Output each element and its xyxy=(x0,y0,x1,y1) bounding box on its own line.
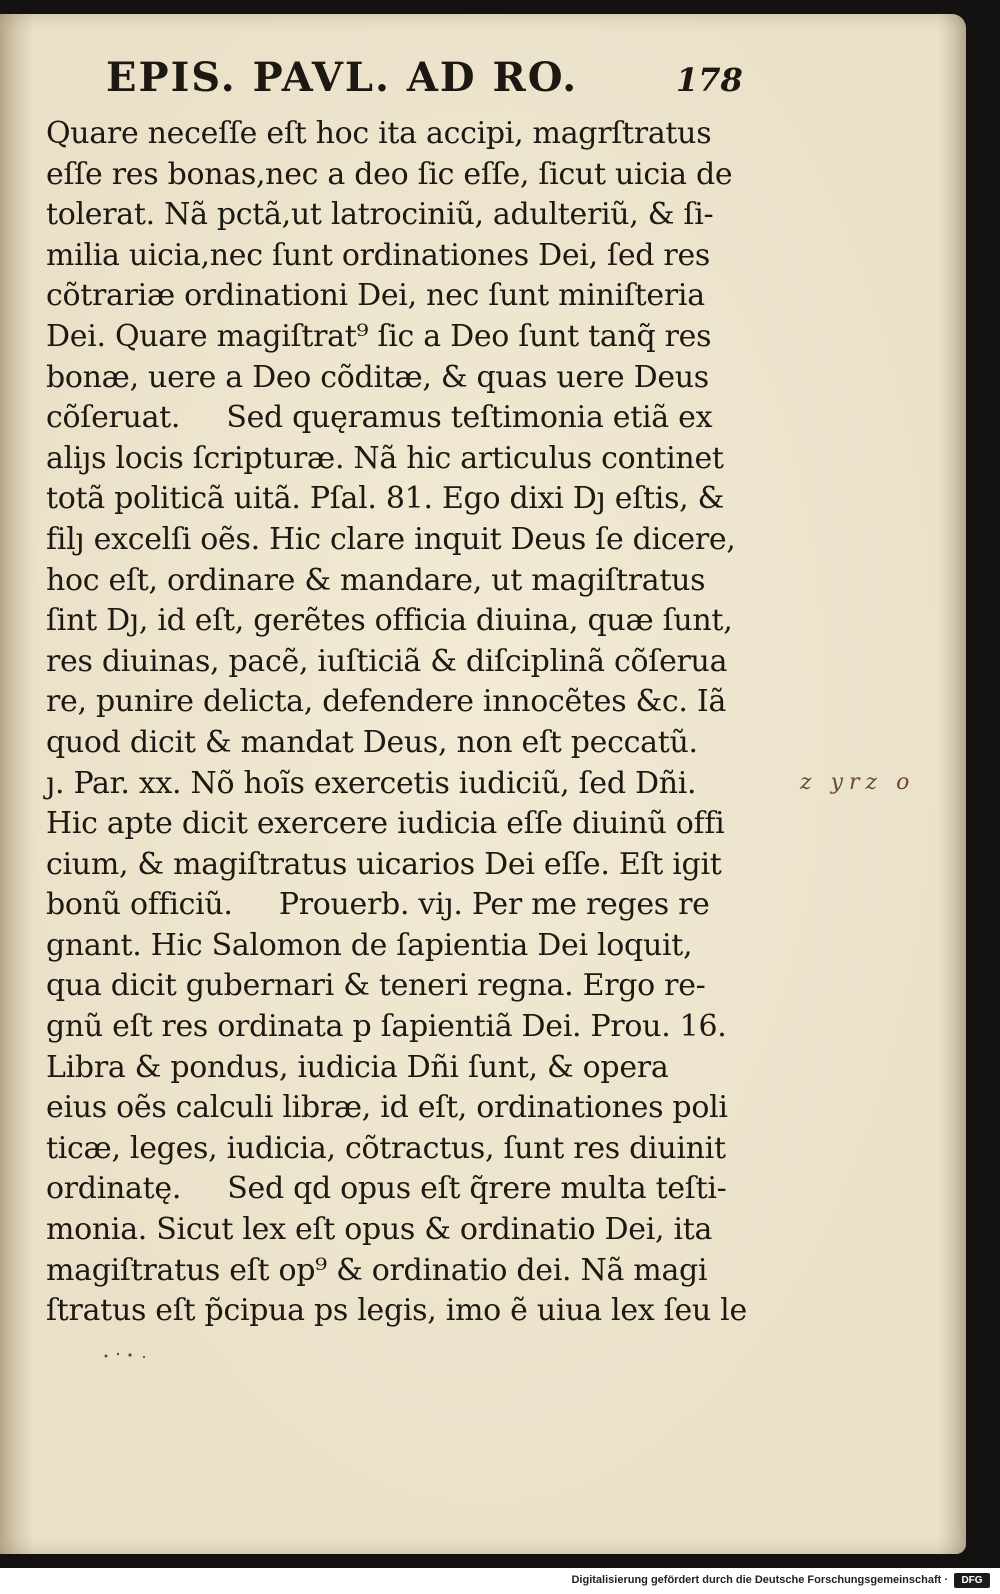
text-line-9: aliȷs locis ſcripturæ. Nã hic articulus continet xyxy=(46,440,724,476)
text-line-16: quod dicit & mandat Deus, non eſt peccatũ. xyxy=(46,724,698,760)
text-line-2: eſſe res bonas,nec a deo ſic eſſe, ſicut uicia de xyxy=(46,156,733,192)
text-line-20: bonũ officiũ. Prouerb. viȷ. Per me reges re xyxy=(46,887,710,923)
text-line-1: Quare neceſſe eſt hoc ita accipi, magrſtratus xyxy=(46,116,712,151)
handwritten-margin-note: z yrz o xyxy=(800,770,916,795)
dfg-logo: DFG xyxy=(954,1573,990,1588)
text-line-10: totã politicã uitã. Pſal. 81. Ego dixi Dȷ eſtis, & xyxy=(46,481,725,517)
digitization-footer xyxy=(0,1568,1000,1594)
text-line-17: ȷ. Par. xx. Nõ hoĩs exercetis iudiciũ, ſed Dñi. xyxy=(46,765,697,801)
folio-number: 178 xyxy=(676,61,743,99)
running-head xyxy=(106,50,746,106)
text-line-30: ſtratus eſt p̃cipua ps legis, imo ẽ uiua lex ſeu le xyxy=(46,1293,747,1329)
text-line-19: cium, & magiſtratus uicarios Dei eſſe. Eſt igit xyxy=(46,846,722,882)
text-line-21: gnant. Hic Salomon de ſapientia Dei loquit, xyxy=(46,927,693,963)
text-line-8: cõſeruat. Sed quęramus teſtimonia etiã ex xyxy=(46,400,713,436)
text-line-5: cõtrariæ ordinationi Dei, nec ſunt miniſteria xyxy=(46,278,705,314)
footer-credit: Digitalisierung gefördert durch die Deutsche Forschungsgemeinschaft · xyxy=(571,1574,948,1586)
text-line-22: qua dicit gubernari & teneri regna. Ergo re- xyxy=(46,968,706,1004)
text-line-6: Dei. Quare magiſtrat⁹ ſic a Deo ſunt tanq̃ res xyxy=(46,318,712,354)
text-line-7: bonæ, uere a Deo cõditæ, & quas uere Deus xyxy=(46,359,709,395)
text-line-14: res diuinas, pacẽ, iuſticiã & diſciplinã cõſerua xyxy=(46,643,728,679)
text-line-24: Libra & pondus, iudicia Dñi ſunt, & opera xyxy=(46,1049,669,1085)
text-line-28: monia. Sicut lex eſt opus & ordinatio Dei, ita xyxy=(46,1212,713,1248)
text-line-26: ticæ, leges, iudicia, cõtractus, ſunt res diuinit xyxy=(46,1130,726,1166)
text-line-11: filȷ excelſi oẽs. Hic clare inquit Deus ſe dicere, xyxy=(46,521,736,557)
text-line-27: ordinatę. Sed qd opus eſt q̃rere multa teſti- xyxy=(46,1171,727,1207)
text-line-3: tolerat. Nã pctã,ut latrociniũ, adulteriũ, & ſi- xyxy=(46,197,714,233)
text-line-13: ſint Dȷ, id eſt, gerẽtes officia diuina, quæ ſunt, xyxy=(46,603,733,639)
text-line-18: Hic apte dicit exercere iudicia eſſe diuinũ offi xyxy=(46,806,725,842)
running-head-title: EPIS. PAVL. AD RO. xyxy=(106,54,579,101)
text-line-29: magiſtratus eſt op⁹ & ordinatio dei. Nã magi xyxy=(46,1252,708,1288)
text-line-25: eius oẽs calculi libræ, id eſt, ordinationes poli xyxy=(46,1090,728,1126)
text-line-23: gnũ eſt res ordinata p ſapientiã Dei. Prou. 16. xyxy=(46,1009,727,1045)
text-line-15: re, punire delicta, defendere innocẽtes &c. Iã xyxy=(46,684,727,720)
text-line-4: milia uicia,nec ſunt ordinationes Dei, ſed res xyxy=(46,237,711,273)
ink-smudge xyxy=(100,1348,180,1362)
text-line-12: hoc eſt, ordinare & mandare, ut magiſtratus xyxy=(46,562,706,598)
text-block xyxy=(46,114,786,1332)
book-page xyxy=(0,14,966,1554)
